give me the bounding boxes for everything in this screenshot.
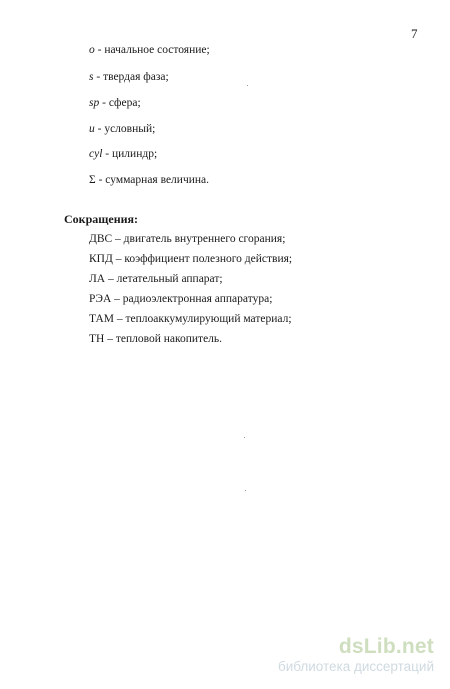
symbol: s — [89, 71, 94, 83]
scan-speck — [247, 85, 248, 86]
symbol: u — [89, 123, 95, 135]
page-number: 7 — [411, 26, 418, 41]
symbol-row — [89, 123, 155, 135]
abbreviation-item: РЭА – радиоэлектронная аппаратура; — [89, 293, 273, 305]
symbol-description: - твердая фаза; — [96, 71, 169, 83]
abbreviation-item: ТАМ – теплоаккумулирующий материал; — [89, 313, 292, 325]
scan-speck — [245, 490, 246, 491]
symbol-description: - цилиндр; — [105, 148, 158, 160]
symbol: Σ — [89, 174, 96, 186]
symbol-description: - начальное состояние; — [97, 44, 210, 56]
watermark-logo: dsLib.net — [338, 634, 434, 658]
abbreviation-item: ТН – тепловой накопитель. — [89, 333, 223, 345]
symbol-description: - условный; — [97, 123, 156, 135]
symbol-row — [89, 174, 209, 186]
symbol: cyl — [89, 148, 103, 160]
symbol-row — [89, 97, 141, 109]
abbreviation-item: ДВС – двигатель внутреннего сгорания; — [89, 233, 286, 245]
watermark — [278, 636, 434, 675]
symbol-row — [89, 44, 210, 56]
scan-speck — [244, 437, 245, 438]
abbreviations-heading: Сокращения: — [64, 212, 139, 226]
symbol: o — [89, 44, 95, 56]
symbol-description: - суммарная величина. — [98, 174, 210, 186]
abbreviation-item: КПД – коэффициент полезного действия; — [89, 253, 293, 265]
symbol: sp — [89, 97, 100, 109]
abbreviation-item: ЛА – летательный аппарат; — [89, 273, 223, 285]
symbol-row — [89, 71, 169, 83]
watermark-tagline: библиотека диссертаций — [277, 658, 434, 674]
symbol-row — [89, 148, 157, 160]
symbol-description: - сфера; — [102, 97, 141, 109]
